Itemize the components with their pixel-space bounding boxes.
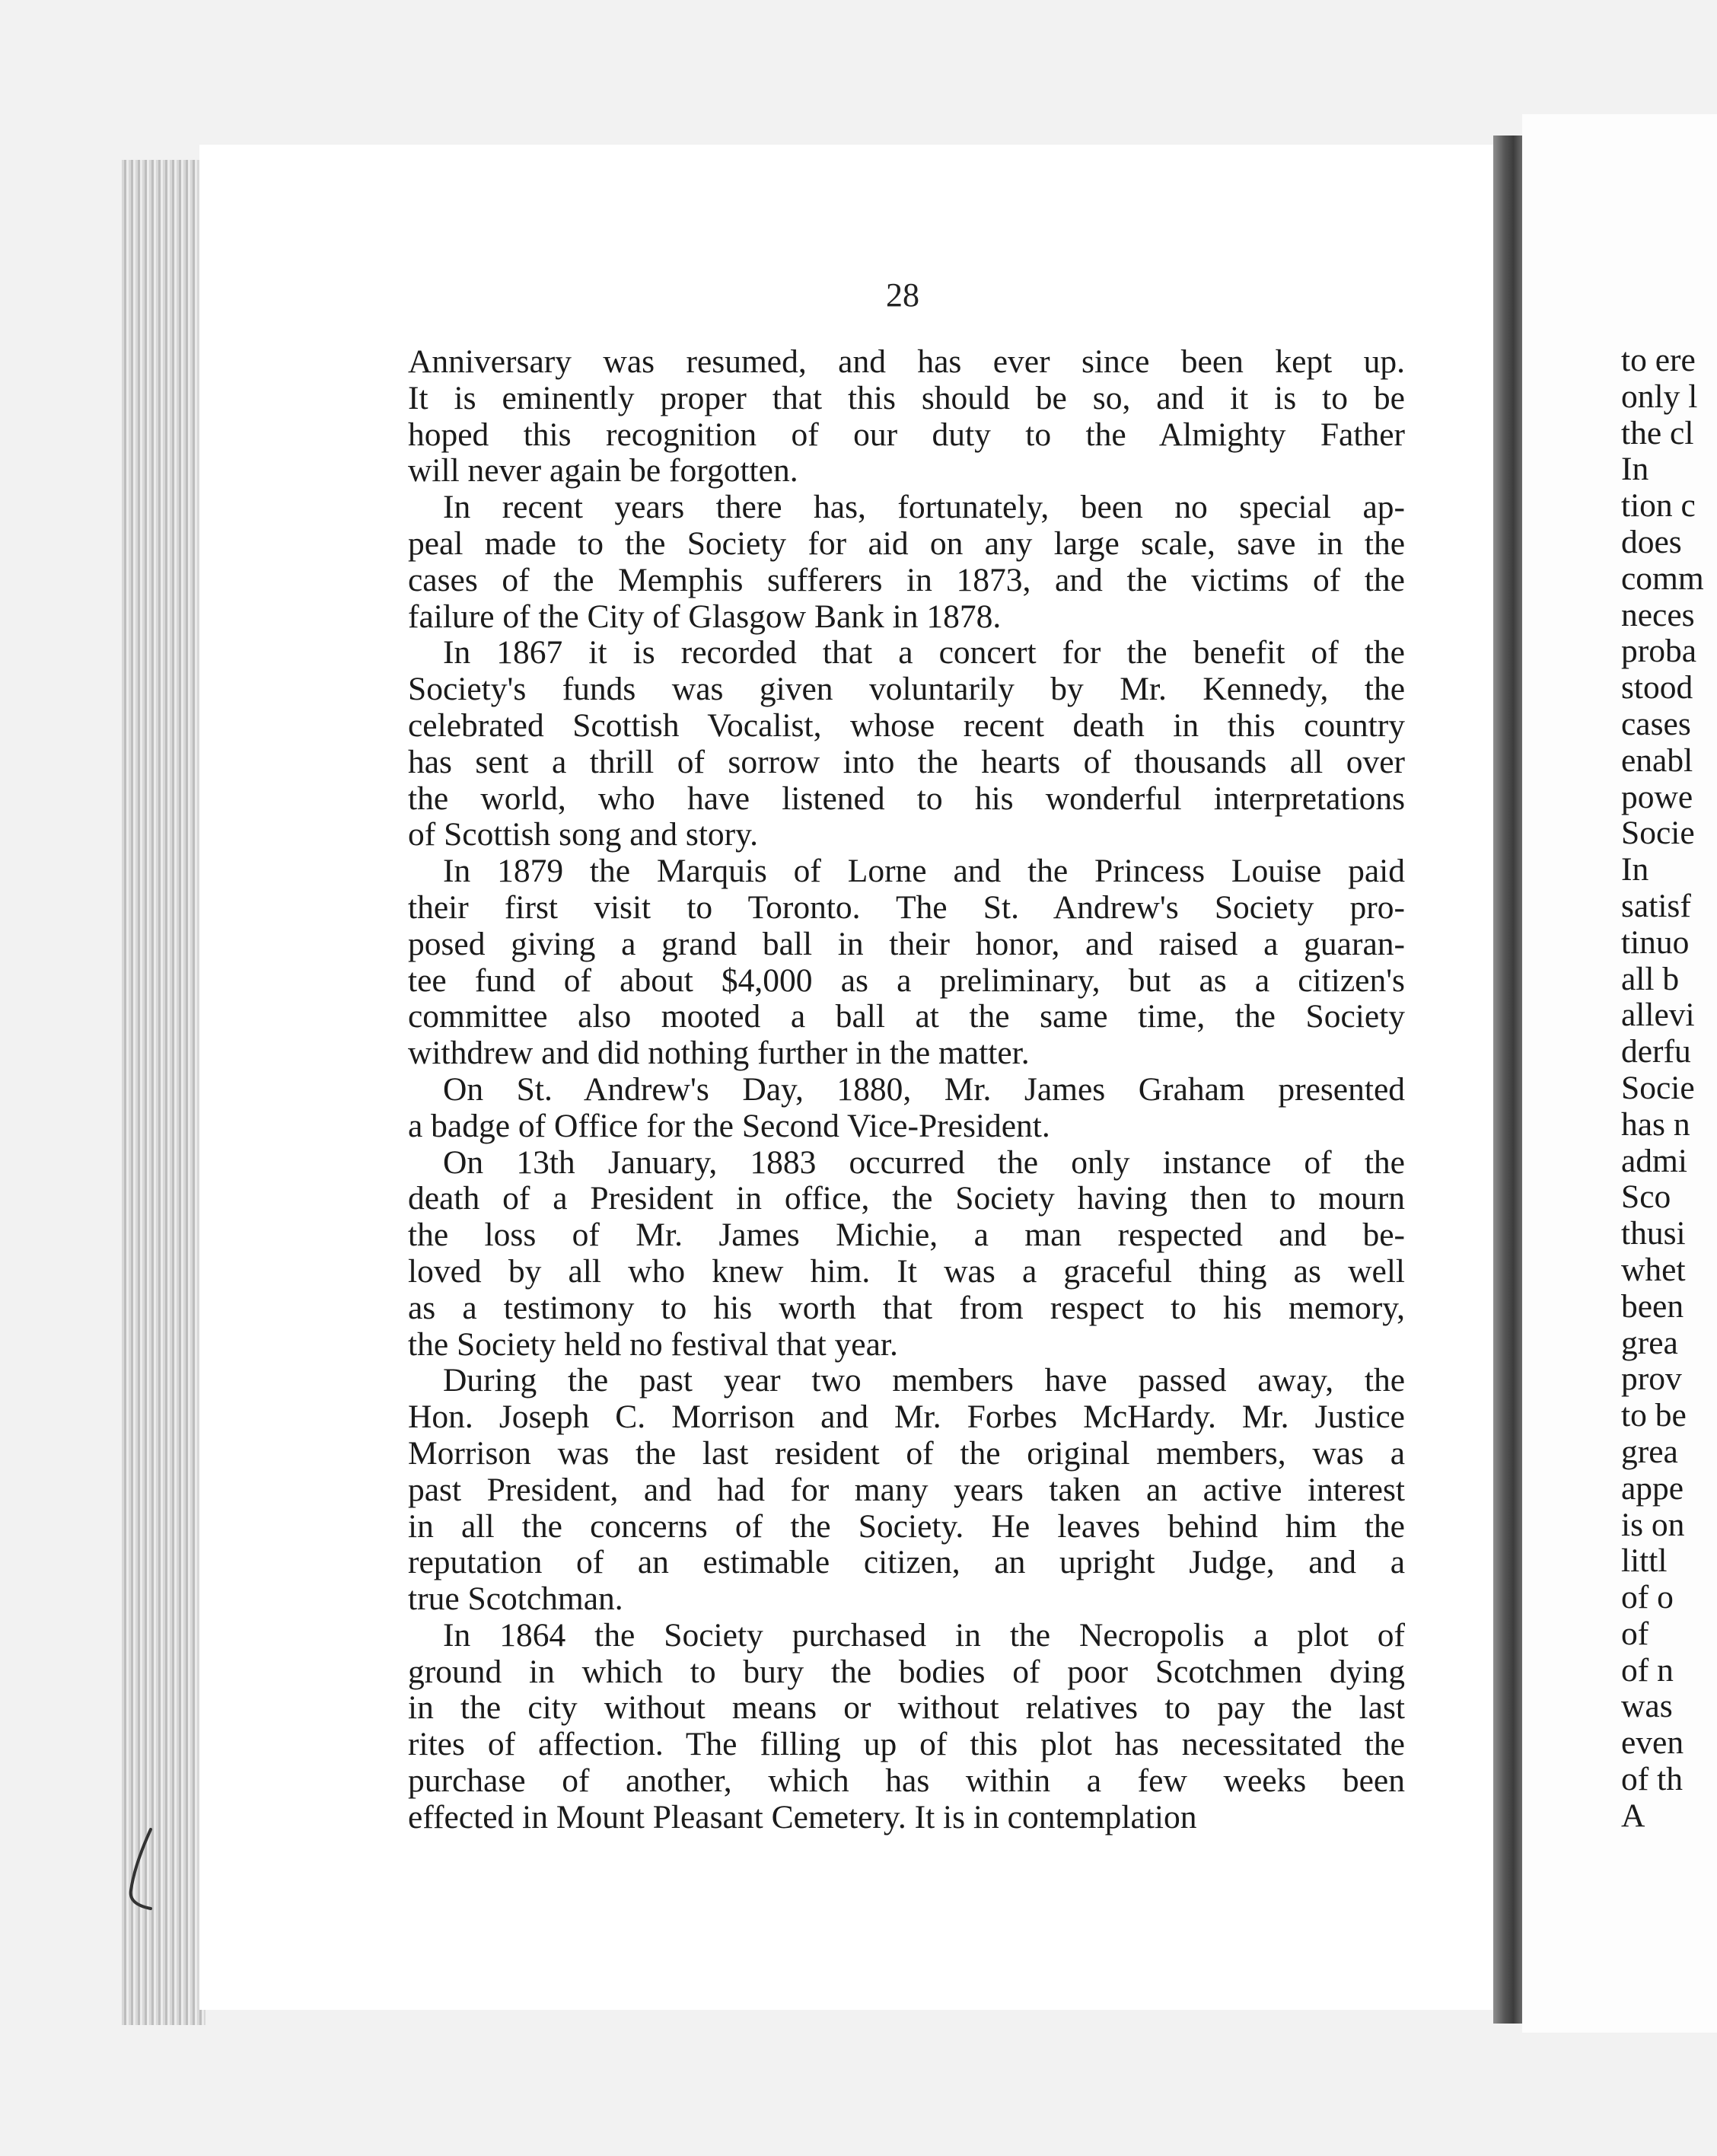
fragment-line: comm xyxy=(1621,560,1704,597)
text-line: the Society held no festival that year. xyxy=(408,1325,898,1363)
text-line: Hon. Joseph C. Morrison and Mr. Forbes McHardy. Mr. Justice xyxy=(408,1399,1405,1436)
fragment-line: In xyxy=(1621,451,1649,488)
text-line: On 13th January, 1883 occurred the only instance of the xyxy=(443,1143,1405,1181)
text-line: ground in which to bury the bodies of poor Scotchmen dying xyxy=(408,1653,1405,1690)
fragment-line: Sco xyxy=(1621,1178,1671,1216)
fragment-line: In xyxy=(1621,851,1649,888)
text-line: committee also mooted a ball at the same time, the Society xyxy=(408,998,1405,1035)
text-line: a badge of Office for the Second Vice-President. xyxy=(408,1107,1050,1144)
fragment-line: to be xyxy=(1621,1397,1687,1434)
fragment-line: derfu xyxy=(1621,1033,1691,1070)
fragment-line: A xyxy=(1621,1797,1645,1834)
text-line: In 1864 the Society purchased in the Necropolis a plot of xyxy=(443,1616,1405,1654)
text-line: death of a President in office, the Society having then to mourn xyxy=(408,1180,1405,1217)
text-line: as a testimony to his worth that from respect to his memory, xyxy=(408,1289,1405,1326)
text-line: rites of affection. The filling up of this plot has necessitated the xyxy=(408,1726,1405,1763)
text-line: Anniversary was resumed, and has ever since been kept up. xyxy=(408,343,1405,380)
body-text xyxy=(408,344,1405,1836)
fragment-line: grea xyxy=(1621,1433,1678,1470)
text-line: effected in Mount Pleasant Cemetery. It is in contemplation xyxy=(408,1798,1197,1835)
fragment-line: was xyxy=(1621,1688,1673,1725)
fragment-line: prov xyxy=(1621,1360,1682,1398)
fragment-line: all b xyxy=(1621,960,1680,997)
text-line: in all the concerns of the Society. He leaves behind him the xyxy=(408,1507,1405,1545)
fragment-line: has n xyxy=(1621,1105,1690,1143)
text-line: posed giving a grand ball in their honor, and raised a guaran- xyxy=(408,925,1405,962)
fragment-line: of o xyxy=(1621,1579,1674,1616)
page-edge-stack xyxy=(122,160,205,2025)
fragment-line: thusi xyxy=(1621,1215,1686,1252)
fragment-line: allevi xyxy=(1621,997,1695,1034)
fragment-line: cases xyxy=(1621,705,1691,742)
text-line: will never again be forgotten. xyxy=(408,452,798,490)
paragraph xyxy=(408,1618,1405,1836)
fragment-line: enabl xyxy=(1621,742,1693,779)
fragment-line: satisf xyxy=(1621,887,1691,924)
paragraph xyxy=(408,344,1405,490)
text-line: In 1879 the Marquis of Lorne and the Princess Louise paid xyxy=(443,853,1405,890)
fragment-line: of n xyxy=(1621,1651,1674,1689)
paragraph xyxy=(408,1363,1405,1618)
text-line: Morrison was the last resident of the original members, was a xyxy=(408,1434,1405,1472)
text-line: peal made to the Society for aid on any large scale, save in the xyxy=(408,525,1405,562)
text-line: the loss of Mr. James Michie, a man respected and be- xyxy=(408,1217,1405,1254)
text-line: in the city without means or without relatives to pay the last xyxy=(408,1689,1405,1727)
text-line: purchase of another, which has within a few weeks been xyxy=(408,1762,1405,1800)
fragment-line: even xyxy=(1621,1724,1684,1762)
fragment-line: neces xyxy=(1621,596,1695,633)
text-line: In 1867 it is recorded that a concert for the benefit of the xyxy=(443,634,1405,671)
text-line: past President, and had for many years taken an active interest xyxy=(408,1471,1405,1508)
page-number: 28 xyxy=(886,276,919,314)
fragment-line: Socie xyxy=(1621,815,1695,852)
text-line: cases of the Memphis sufferers in 1873, and the victims of the xyxy=(408,561,1405,598)
text-line: During the past year two members have passed away, the xyxy=(443,1362,1405,1399)
fragment-line: tinuo xyxy=(1621,923,1690,961)
paragraph xyxy=(408,1072,1405,1145)
text-line: withdrew and did nothing further in the matter. xyxy=(408,1035,1030,1072)
fragment-line: of th xyxy=(1621,1761,1683,1798)
text-line: true Scotchman. xyxy=(408,1580,623,1618)
text-line: It is eminently proper that this should be so, and it is to be xyxy=(408,379,1405,416)
text-line: of Scottish song and story. xyxy=(408,816,758,853)
text-line: reputation of an estimable citizen, an upright Judge, and a xyxy=(408,1544,1405,1581)
text-line: Society's funds was given voluntarily by Mr. Kennedy, the xyxy=(408,671,1405,708)
fragment-line: grea xyxy=(1621,1324,1678,1361)
fragment-line: the cl xyxy=(1621,414,1694,451)
fragment-line: to ere xyxy=(1621,343,1696,378)
text-line: hoped this recognition of our duty to the Almighty Father xyxy=(408,416,1405,453)
fragment-line: stood xyxy=(1621,669,1693,706)
fragment-line: is on xyxy=(1621,1506,1685,1543)
text-line: has sent a thrill of sorrow into the hearts of thousands all over xyxy=(408,743,1405,780)
fragment-line: Socie xyxy=(1621,1069,1695,1106)
text-line: loved by all who knew him. It was a graceful thing as well xyxy=(408,1252,1405,1290)
paragraph xyxy=(408,635,1405,853)
fragment-line: littl xyxy=(1621,1542,1668,1580)
right-page-text-fragments xyxy=(1621,343,1717,1835)
text-line: their first visit to Toronto. The St. Andrew's Society pro- xyxy=(408,888,1405,926)
text-line: On St. Andrew's Day, 1880, Mr. James Graham presented xyxy=(443,1070,1405,1108)
paragraph xyxy=(408,490,1405,635)
fragment-line: been xyxy=(1621,1287,1684,1325)
paragraph xyxy=(408,1145,1405,1363)
fragment-line: of xyxy=(1621,1615,1649,1652)
book-gutter xyxy=(1493,136,1522,2024)
fragment-line: does xyxy=(1621,523,1682,560)
paragraph xyxy=(408,853,1405,1072)
fragment-line: admi xyxy=(1621,1142,1687,1179)
text-line: In recent years there has, fortunately, been no special ap- xyxy=(443,489,1405,526)
pencil-mark xyxy=(120,1823,189,1915)
fragment-line: proba xyxy=(1621,633,1697,670)
text-line: celebrated Scottish Vocalist, whose recent death in this country xyxy=(408,706,1405,744)
fragment-line: whet xyxy=(1621,1251,1686,1288)
text-line: the world, who have listened to his wonderful interpretations xyxy=(408,780,1405,817)
fragment-line: tion c xyxy=(1621,487,1696,525)
fragment-line: appe xyxy=(1621,1469,1684,1507)
text-line: tee fund of about $4,000 as a preliminary, but as a citizen's xyxy=(408,962,1405,999)
fragment-line: powe xyxy=(1621,778,1693,815)
text-line: failure of the City of Glasgow Bank in 1878. xyxy=(408,598,1002,635)
fragment-line: only l xyxy=(1621,378,1698,415)
